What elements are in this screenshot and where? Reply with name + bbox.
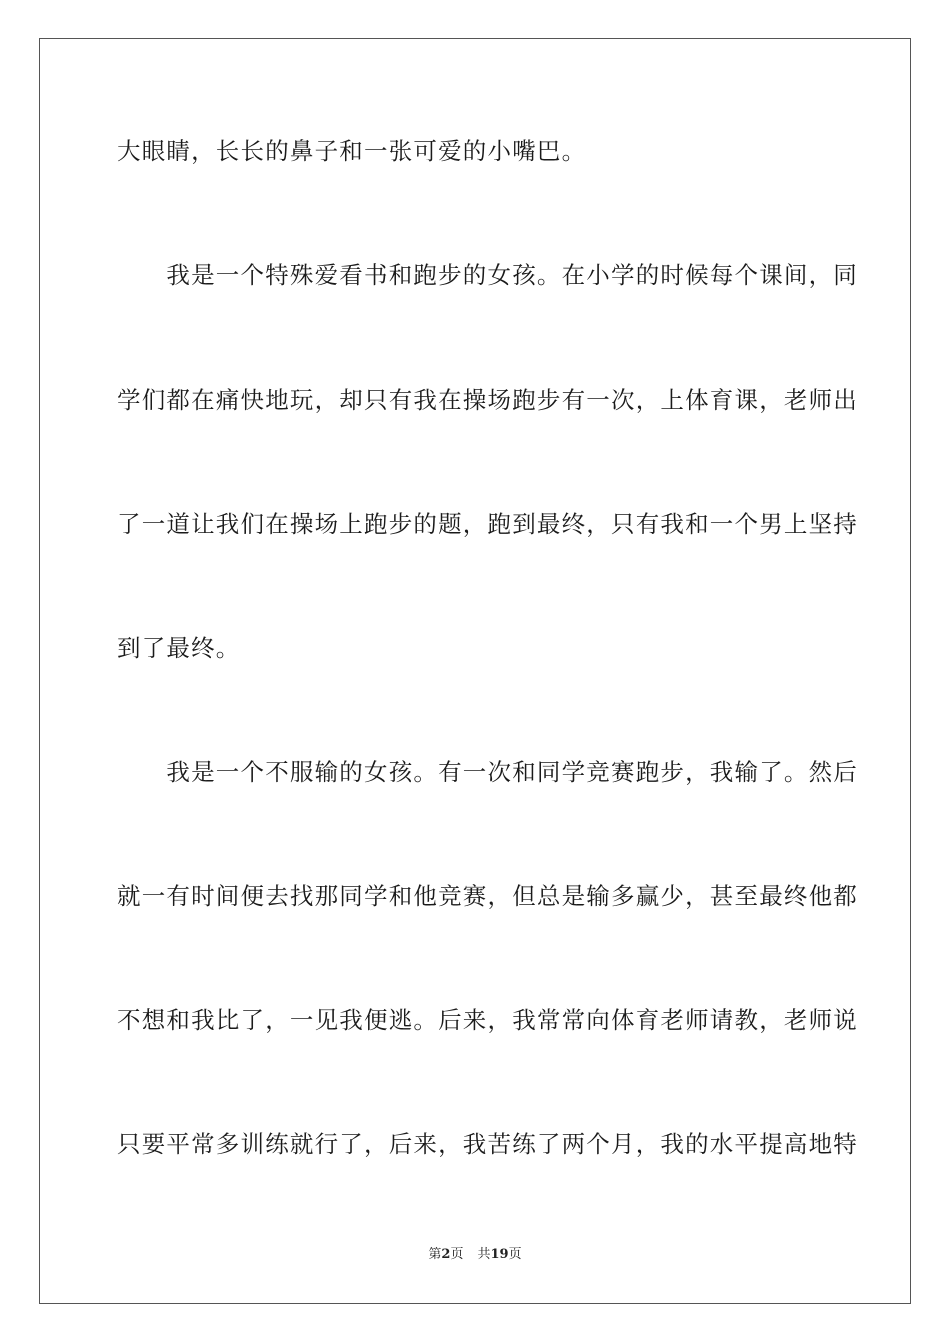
page-label-suffix: 页 [450,1247,464,1262]
total-label-suffix: 页 [508,1247,522,1262]
page-number-footer [0,1246,950,1264]
body-text-line: 大眼睛，长长的鼻子和一张可爱的小嘴巴。 [117,137,587,165]
body-text-line: 了一道让我们在操场上跑步的题，跑到最终，只有我和一个男上坚持 [117,510,858,538]
body-text-line: 到了最终。 [117,634,241,662]
body-text-line: 我是一个特殊爱看书和跑步的女孩。在小学的时候每个课间，同 [117,261,858,289]
current-page-number: 2 [441,1247,451,1262]
body-text-line: 就一有时间便去找那同学和他竞赛，但总是输多赢少，甚至最终他都 [117,882,858,910]
body-text-line: 不想和我比了，一见我便逃。后来，我常常向体育老师请教，老师说 [117,1006,858,1034]
page-label-prefix: 第 [428,1247,442,1262]
total-label-prefix: 共 [477,1247,491,1262]
page-border [39,38,911,1304]
total-page-number: 19 [490,1247,509,1262]
body-text-line: 学们都在痛快地玩，却只有我在操场跑步有一次，上体育课，老师出 [117,386,858,414]
body-text-line: 只要平常多训练就行了，后来，我苦练了两个月，我的水平提高地特 [117,1130,858,1158]
body-text-line: 我是一个不服输的女孩。有一次和同学竞赛跑步，我输了。然后 [117,758,858,786]
